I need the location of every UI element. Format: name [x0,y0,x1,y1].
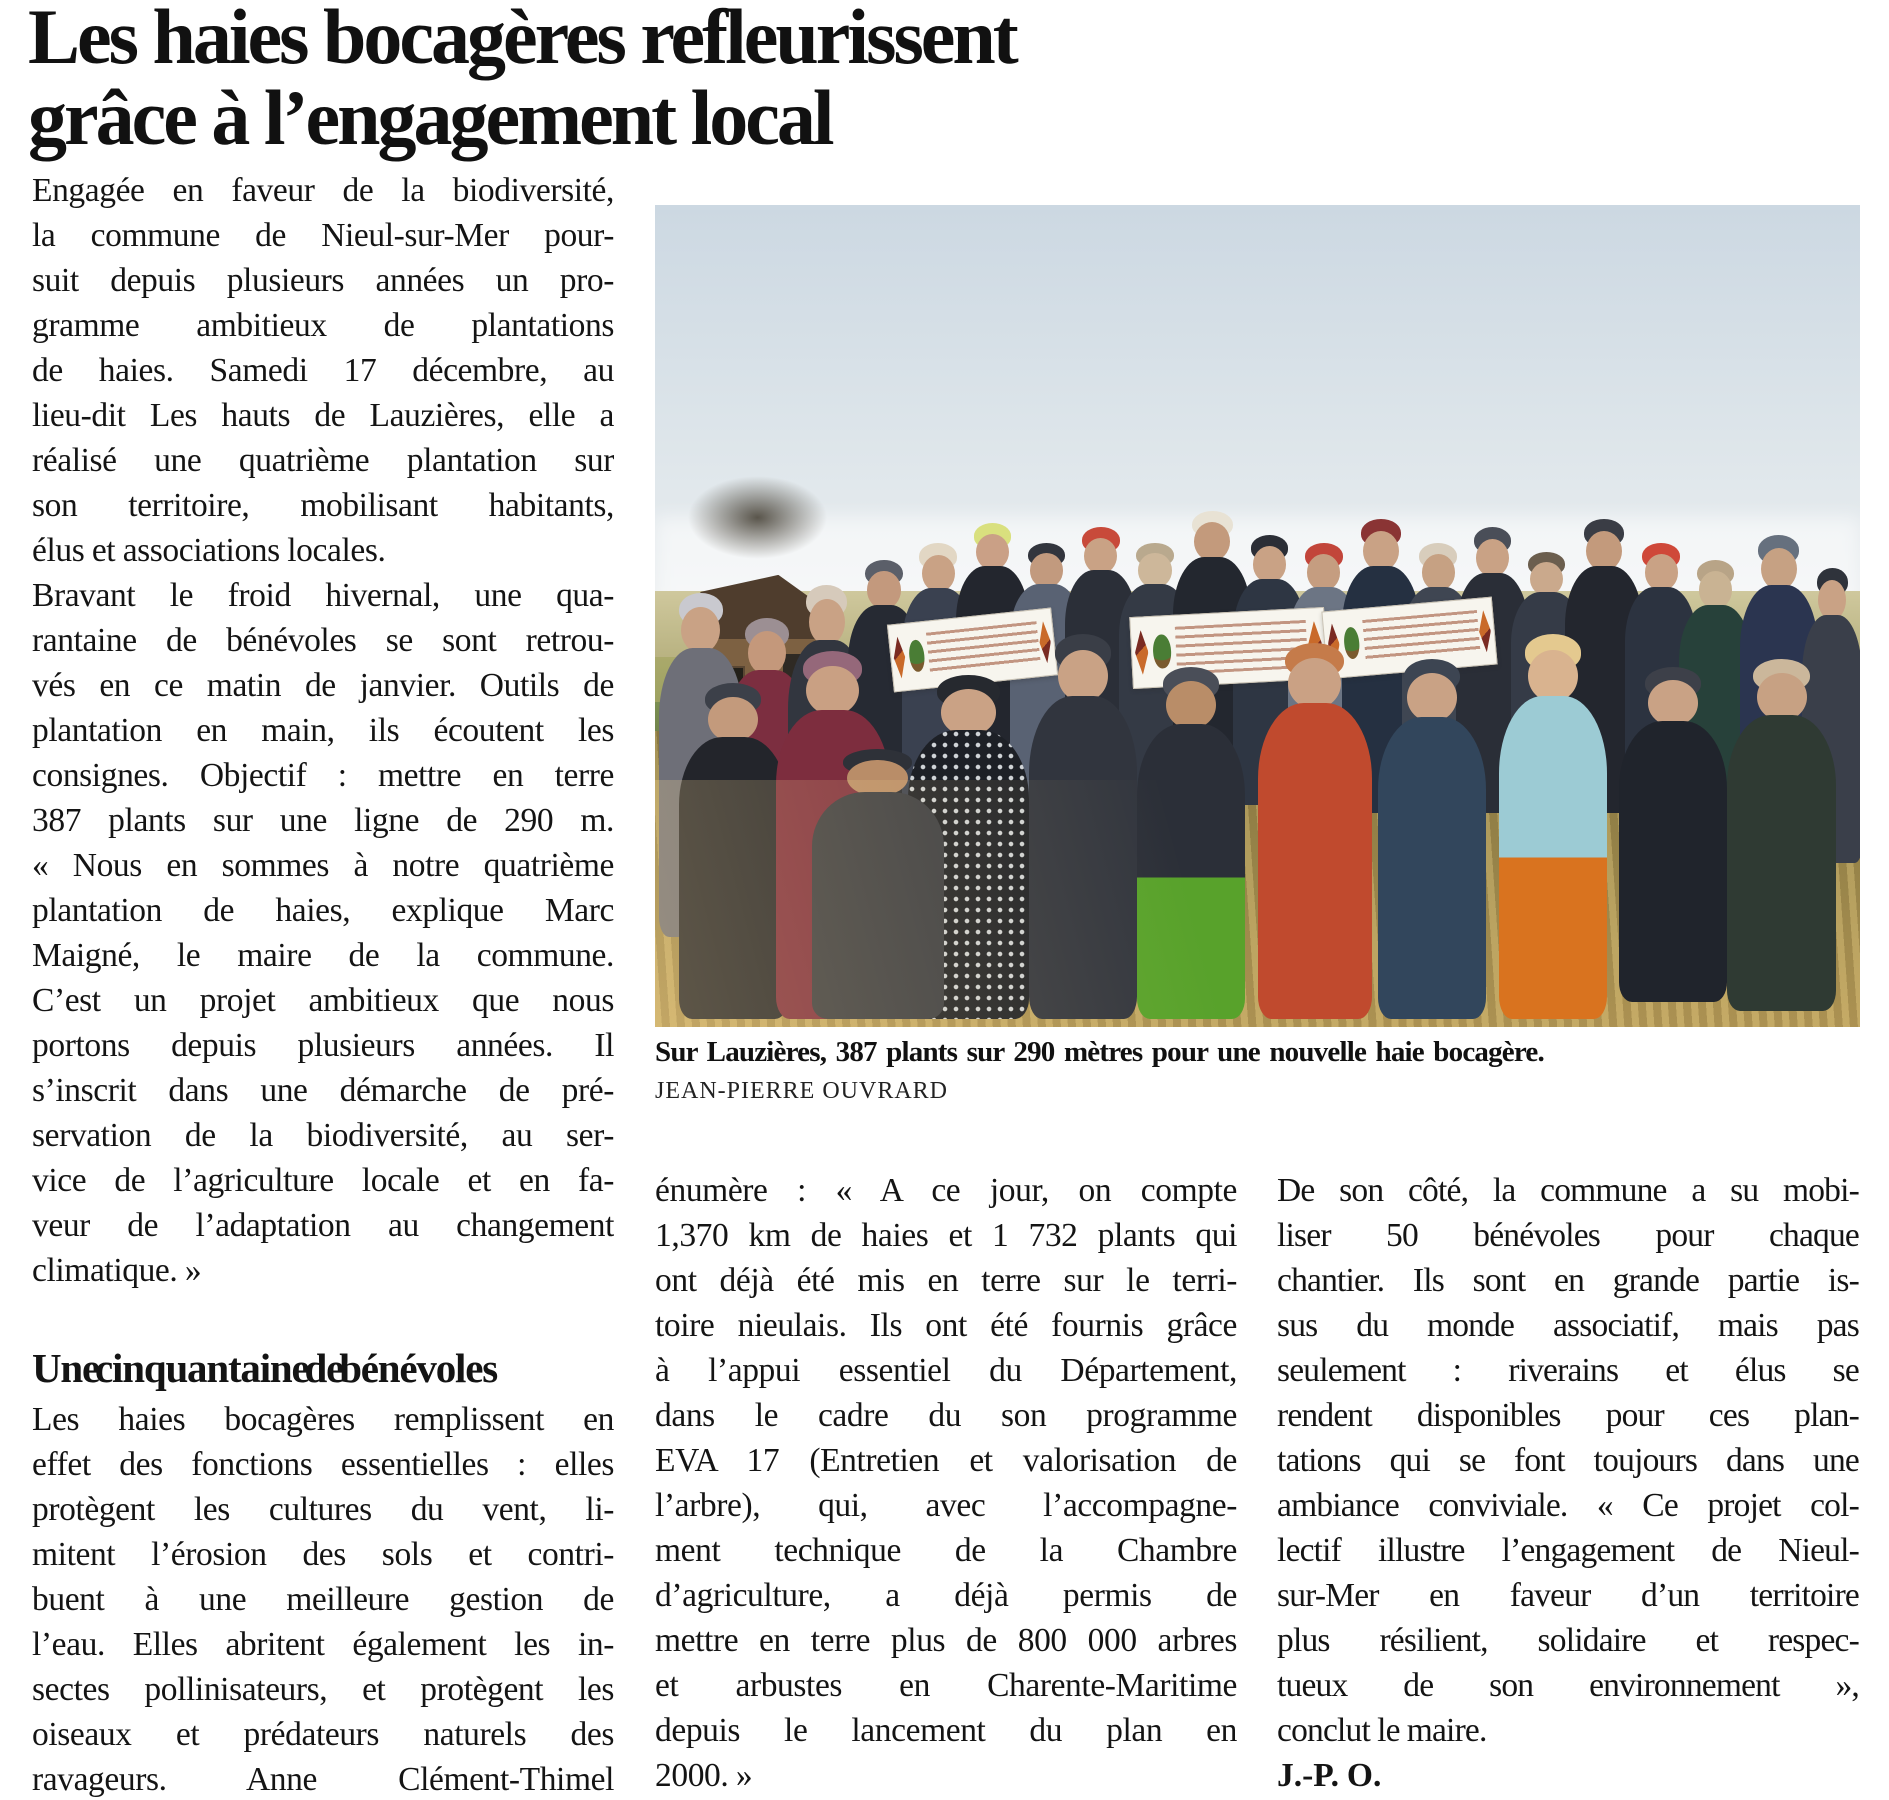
text-line: plantation en main, ils écoutent les [32,712,614,749]
paragraph-spacer [32,1293,614,1343]
text-line: rendent disponibles pour ces plan- [1277,1397,1859,1434]
text-line: 2000. » [655,1757,753,1794]
photo-credit: JEAN-PIERRE OUVRARD [655,1078,949,1104]
text-line: dans le cadre du son programme [655,1397,1237,1434]
person-head [1528,650,1578,702]
text-line: tueux de son environnement », [1277,1667,1859,1704]
person-head [1363,531,1399,571]
author-byline: J.-P. O. [1277,1757,1382,1794]
banner-tree-logo [908,639,926,672]
person-head [1194,522,1230,561]
person-head [708,697,758,742]
text-line: C’est un projet ambitieux que nous [32,982,614,1019]
article-column-3 [1277,1168,1859,1798]
section-subheading: Une cinquantaine de bénévoles [32,1345,497,1391]
text-line: 387 plants sur une ligne de 290 m. [32,802,614,839]
text-line: tations qui se font toujours dans une [1277,1442,1859,1479]
text-line: conclut le maire. [1277,1712,1487,1749]
text-line: protègent les cultures du vent, li- [32,1491,614,1528]
text-line: la commune de Nieul-sur-Mer pour- [32,217,614,254]
text-line: gramme ambitieux de plantations [32,307,614,344]
person-head [1422,554,1455,591]
text-line: lectif illustre l’engagement de Nieul- [1277,1532,1859,1569]
person-head [976,534,1009,571]
text-line: et arbustes en Charente-Maritime [655,1667,1237,1704]
person-head [1757,673,1807,721]
text-line: « Nous en sommes à notre quatrième [32,847,614,884]
text-line: EVA 17 (Entretien et valorisation de [655,1442,1237,1479]
text-line: veur de l’adaptation au changement [32,1207,614,1244]
text-line: portons depuis plusieurs années. Il [32,1027,614,1064]
text-line: chantier. Ils sont en grande partie is- [1277,1262,1859,1299]
person-head [1030,553,1063,587]
article-headline [28,0,1778,161]
text-line: 1,370 km de haies et 1 732 plants qui [655,1217,1237,1254]
person-head [922,555,955,593]
banner-tree-logo [1152,634,1171,668]
person-head [809,599,845,646]
text-line: ambiance conviviale. « Ce projet col- [1277,1487,1859,1524]
text-line: oiseaux et prédateurs naturels des [32,1716,614,1753]
person-head [941,689,996,736]
person-head [867,571,900,609]
text-line: buent à une meilleure gestion de [32,1581,614,1618]
person-head [1084,538,1117,575]
text-line: élus et associations locales. [32,532,386,569]
person-head [1058,650,1108,702]
text-line: Engagée en faveur de la biodiversité, [32,172,614,209]
person-head [1586,531,1622,571]
banner-small-text [1362,609,1480,664]
text-line: l’arbre), qui, avec l’accompagne- [655,1487,1237,1524]
sunlight-overlay [655,780,1860,1027]
text-line: mettre en terre plus de 800 000 arbres [655,1622,1237,1659]
text-line: Les haies bocagères remplissent en [32,1401,614,1438]
person-head [806,666,859,716]
person-head [1645,554,1678,591]
text-line: climatique. » [32,1252,202,1289]
text-line: ment technique de la Chambre [655,1532,1237,1569]
text-line: De son côté, la commune a su mobi- [1277,1172,1859,1209]
text-line: mitent l’érosion des sols et contri- [32,1536,614,1573]
person-head [1307,554,1340,591]
text-line: ravageurs. Anne Clément-Thimel [32,1761,614,1798]
article-photo [655,205,1860,1027]
person-head [1166,681,1216,729]
text-line: consignes. Objectif : mettre en terre [32,757,614,794]
person-head [1818,580,1846,620]
person-head [1530,562,1563,596]
person-head [1648,680,1698,725]
text-line: son territoire, mobilisant habitants, [32,487,614,524]
text-line: d’agriculture, a déjà permis de [655,1577,1237,1614]
article-column-2 [655,1168,1237,1798]
text-line: plantation de haies, explique Marc [32,892,614,929]
text-line: réalisé une quatrième plantation sur [32,442,614,479]
text-line: seulement : riverains et élus se [1277,1352,1859,1389]
text-line: Maigné, le maire de la commune. [32,937,614,974]
text-line: s’inscrit dans une démarche de pré- [32,1072,614,1109]
text-line: rantaine de bénévoles se sont retrou- [32,622,614,659]
headline-line-2: grâce à l’engagement local [28,74,832,161]
person-head [1138,553,1171,587]
person-head [1253,546,1286,583]
text-line: ont déjà été mis en terre sur le terri- [655,1262,1237,1299]
headline-line-1: Les haies bocagères refleurissent [28,0,1016,80]
text-line: de haies. Samedi 17 décembre, au [32,352,614,389]
person-head [1288,658,1341,709]
person-head [681,607,720,654]
person-head [1699,571,1732,609]
text-line: Bravant le froid hivernal, une qua- [32,577,614,614]
text-line: lieu-dit Les hauts de Lauzières, elle a [32,397,614,434]
text-line: vice de l’agriculture locale et en fa- [32,1162,614,1199]
text-line: liser 50 bénévoles pour chaque [1277,1217,1859,1254]
text-line: vés en ce matin de janvier. Outils de [32,667,614,704]
text-line: énumère : « A ce jour, on compte [655,1172,1237,1209]
person-head [1407,673,1457,722]
text-line: à l’appui essentiel du Département, [655,1352,1237,1389]
text-line: effet des fonctions essentielles : elles [32,1446,614,1483]
photo-caption: Sur Lauzières, 387 plants sur 290 mètres pour une nouvelle haie bocagère. [655,1036,1544,1068]
text-line: toire nieulais. Ils ont été fournis grâce [655,1307,1237,1344]
text-line: plus résilient, solidaire et respec- [1277,1622,1859,1659]
text-line: depuis le lancement du plan en [655,1712,1237,1749]
text-line: servation de la biodiversité, au ser- [32,1117,614,1154]
text-line: suit depuis plusieurs années un pro- [32,262,614,299]
text-line: l’eau. Elles abritent également les in- [32,1626,614,1663]
text-line: sectes pollinisateurs, et protègent les [32,1671,614,1708]
person-head [1761,548,1797,590]
banner-small-text [926,621,1041,677]
person-head [1476,539,1509,578]
text-line: sus du monde associatif, mais pas [1277,1307,1859,1344]
photo-caption-block [655,1034,1860,1106]
text-line: sur-Mer en faveur d’un territoire [1277,1577,1859,1614]
article-column-1 [32,168,614,1800]
